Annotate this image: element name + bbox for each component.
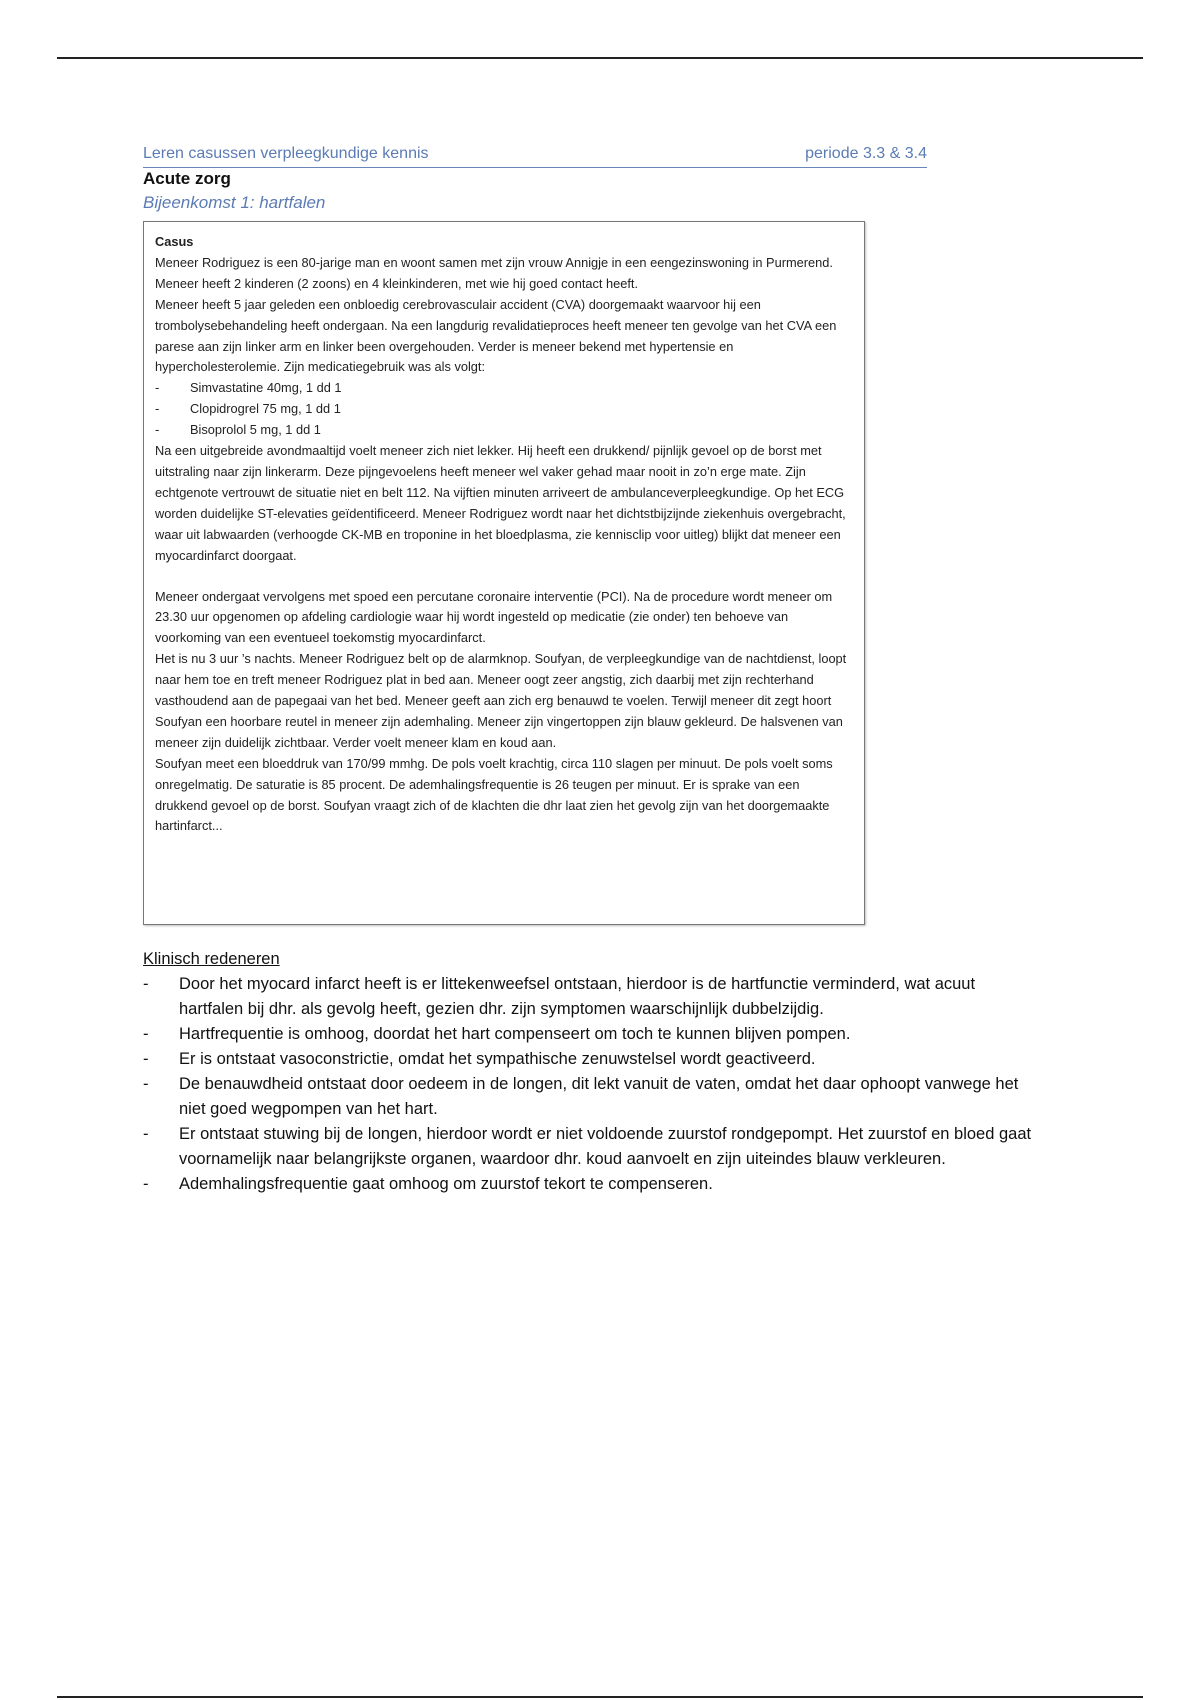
list-item bbox=[143, 1022, 1043, 1047]
case-paragraph: Meneer Rodriguez is een 80-jarige man en woont samen met zijn vrouw Annigje in een eengezinswoning in Purmerend. Meneer heeft 2 kinderen (2 zoons) en 4 kleinkinderen, met wie hij goed contact heeft. bbox=[155, 254, 833, 291]
list-item bbox=[143, 972, 1043, 1022]
case-paragraph: Het is nu 3 uur ’s nachts. Meneer Rodriguez belt op de alarmknop. Soufyan, de verpleegkundige van de nachtdienst, loopt naar hem toe en treft meneer Rodriguez plat in bed aan. Meneer oogt zeer angstig, zich daarbij met zijn rechterhand vasthoudend aan de papegaai van het bed. Meneer geeft aan zich erg benauwd te voelen. Terwijl meneer dit zegt hoort Soufyan een hoorbare reutel in meneer zijn ademhaling. Meneer zijn vingertoppen zijn blauw gekleurd. De halsvenen van meneer zijn duidelijk zichtbaar. Verder voelt meneer klam en koud aan. bbox=[155, 651, 847, 750]
meeting-title: Bijeenkomst 1: hartfalen bbox=[143, 193, 326, 212]
medication-item bbox=[155, 420, 853, 441]
list-dash: - bbox=[155, 380, 160, 396]
list-item bbox=[143, 1172, 1043, 1197]
list-item-text: Hartfrequentie is omhoog, doordat het hart compenseert om toch te kunnen blijven pompen. bbox=[179, 1025, 851, 1043]
list-dash: - bbox=[155, 422, 160, 438]
list-item-text: Er is ontstaat vasoconstrictie, omdat het sympathische zenuwstelsel wordt geactiveerd. bbox=[179, 1050, 816, 1068]
bottom-rule bbox=[57, 1696, 1143, 1698]
list-item-text: Door het myocard infarct heeft is er littekenweefsel ontstaan, hierdoor is de hartfunctie verminderd, wat acuut hartfalen bij dhr. als gevolg heeft, gezien dhr. zijn symptomen waarschijnlijk dubbelzijdig. bbox=[179, 975, 976, 1018]
list-dash: - bbox=[143, 1050, 149, 1068]
case-paragraph: Soufyan meet een bloeddruk van 170/99 mmhg. De pols voelt krachtig, circa 110 slagen per minuut. De pols voelt soms onregelmatig. De saturatie is 85 procent. De ademhalingsfrequentie is 26 teugen per minuut. Er is sprake van een drukkend gevoel op de borst. Soufyan vraagt zich of de klachten die dhr laat zien het gevolg zijn van het doorgemaakte hartinfarct... bbox=[155, 755, 833, 834]
period-label: periode 3.3 & 3.4 bbox=[805, 145, 927, 162]
case-paragraph: Na een uitgebreide avondmaaltijd voelt meneer zich niet lekker. Hij heeft een drukkend/ pijnlijk gevoel op de borst met uitstraling naar zijn linkerarm. Deze pijngevoelens heeft meneer wel vaker gehad maar nooit in zo’n erge mate. Zijn echtgenote vertrouwt de situatie niet en belt 112. Na vijftien minuten arriveert de ambulanceverpleegkundige. Op het ECG worden duidelijke ST-elevaties geïdentificeerd. Meneer Rodriguez wordt naar het dichtstbijzijnde ziekenhuis overgebracht, waar uit labwaarden (verhoogde CK-MB en troponine in het bloedplasma, zie kennisclip voor uitleg) blijkt dat meneer een myocardinfarct doorgaat. bbox=[155, 443, 846, 563]
list-dash: - bbox=[143, 1175, 149, 1193]
section-title: Acute zorg bbox=[143, 169, 231, 188]
paragraph-gap bbox=[155, 567, 853, 587]
reasoning-list bbox=[143, 972, 1043, 1197]
list-item-text: De benauwdheid ontstaat door oedeem in de longen, dit lekt vanuit de vaten, omdat het daar ophoopt vanwege het niet goed wegpompen van het hart. bbox=[179, 1075, 1019, 1118]
list-item-text: Er ontstaat stuwing bij de longen, hierdoor wordt er niet voldoende zuurstof rondgepompt. Het zuurstof en bloed gaat voornamelijk naar belangrijkste organen, waardoor dhr. koud aanvoelt en zijn uiteindes blauw verkleuren. bbox=[179, 1125, 1032, 1168]
medication-text: Simvastatine 40mg, 1 dd 1 bbox=[190, 380, 342, 396]
list-dash: - bbox=[143, 1075, 149, 1093]
course-title: Leren casussen verpleegkundige kennis bbox=[143, 145, 429, 162]
medication-text: Bisoprolol 5 mg, 1 dd 1 bbox=[190, 422, 321, 438]
list-item bbox=[143, 1047, 1043, 1072]
document-header bbox=[143, 145, 927, 168]
list-dash: - bbox=[143, 1125, 149, 1143]
list-item bbox=[143, 1122, 1043, 1172]
medication-item bbox=[155, 399, 853, 420]
case-paragraph: Meneer ondergaat vervolgens met spoed een percutane coronaire interventie (PCI). Na de procedure wordt meneer om 23.30 uur opgenomen op afdeling cardiologie waar hij wordt ingesteld op medicatie (zie onder) ten behoeve van voorkoming van een eventueel toekomstig myocardinfarct. bbox=[155, 588, 833, 646]
case-heading: Casus bbox=[155, 234, 194, 249]
list-item bbox=[143, 1072, 1043, 1122]
list-dash: - bbox=[143, 975, 149, 993]
list-dash: - bbox=[143, 1025, 149, 1043]
reasoning-title: Klinisch redeneren bbox=[143, 950, 280, 968]
medication-text: Clopidrogrel 75 mg, 1 dd 1 bbox=[190, 401, 341, 417]
list-dash: - bbox=[155, 401, 160, 417]
top-rule bbox=[57, 57, 1143, 59]
list-item-text: Ademhalingsfrequentie gaat omhoog om zuurstof tekort te compenseren. bbox=[179, 1175, 713, 1193]
medication-item bbox=[155, 378, 853, 399]
case-box bbox=[143, 221, 865, 925]
case-paragraph: Meneer heeft 5 jaar geleden een onbloedig cerebrovasculair accident (CVA) doorgemaakt waarvoor hij een trombolysebehandeling heeft ondergaan. Na een langdurig revalidatieproces heeft meneer ten gevolge van het CVA een parese aan zijn linker arm en linker been overgehouden. Verder is meneer bekend met hypertensie en hypercholesterolemie. Zijn medicatiegebruik was als volgt: bbox=[155, 296, 837, 375]
